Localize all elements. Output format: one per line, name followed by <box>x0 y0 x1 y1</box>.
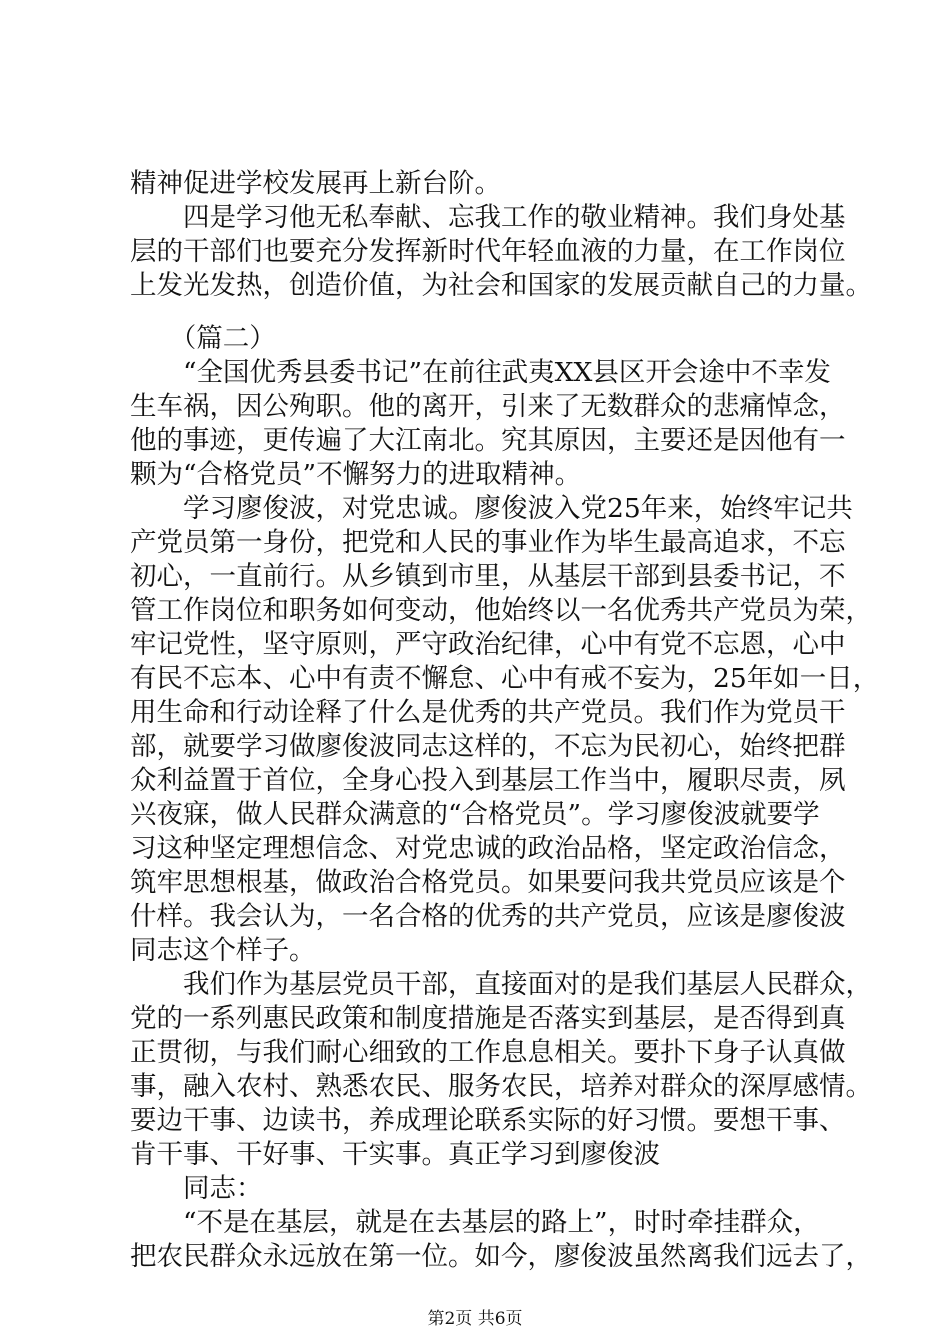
text-line: 颗为“合格党员”不懈努力的进取精神。 <box>130 459 582 490</box>
text-line: 我们作为基层党员干部，直接面对的是我们基层人民群众， <box>130 969 872 1000</box>
text-line: 产党员第一身份，把党和人民的事业作为毕生最高追求，不忘 <box>130 527 846 558</box>
text-line: 要边干事、边读书，养成理论联系实际的好习惯。要想干事、 <box>130 1105 846 1136</box>
text-line: 生车祸，因公殉职。他的离开，引来了无数群众的悲痛悼念， <box>130 391 846 422</box>
text-line: 部，就要学习做廖俊波同志这样的，不忘为民初心，始终把群 <box>130 731 846 762</box>
text-line: 四是学习他无私奉献、忘我工作的敬业精神。我们身处基 <box>130 202 846 233</box>
text-line: “全国优秀县委书记”在前往武夷XX县区开会途中不幸发 <box>130 357 831 388</box>
text-line: 初心，一直前行。从乡镇到市里，从基层干部到县委书记，不 <box>130 561 846 592</box>
text-line: 精神促进学校发展再上新台阶。 <box>130 168 501 199</box>
text-line: 肯干事、干好事、干实事。真正学习到廖俊波 <box>130 1139 660 1170</box>
text-line: 事，融入农村、熟悉农民、服务农民，培养对群众的深厚感情。 <box>130 1071 872 1102</box>
text-line: 兴夜寐，做人民群众满意的“合格党员”。学习廖俊波就要学 <box>130 799 820 830</box>
text-line: 党的一系列惠民政策和制度措施是否落实到基层，是否得到真 <box>130 1003 846 1034</box>
text-line: 用生命和行动诠释了什么是优秀的共产党员。我们作为党员干 <box>130 697 846 728</box>
text-line: 什样。我会认为，一名合格的优秀的共产党员，应该是廖俊波 <box>130 901 846 932</box>
text-line: 筑牢思想根基，做政治合格党员。如果要问我共党员应该是个 <box>130 867 846 898</box>
text-line: 同志这个样子。 <box>130 935 316 966</box>
text-line: 上发光发热，创造价值，为社会和国家的发展贡献自己的力量。 <box>130 270 872 301</box>
text-line: 层的干部们也要充分发挥新时代年轻血液的力量，在工作岗位 <box>130 236 846 267</box>
text-line: 管工作岗位和职务如何变动，他始终以一名优秀共产党员为荣， <box>130 595 872 626</box>
text-line: 他的事迹，更传遍了大江南北。究其原因，主要还是因他有一 <box>130 425 846 456</box>
text-line: 学习廖俊波，对党忠诚。廖俊波入党25年来，始终牢记共 <box>130 493 853 524</box>
text-line: 正贯彻，与我们耐心细致的工作息息相关。要扑下身子认真做 <box>130 1037 846 1068</box>
text-line: 众利益置于首位，全身心投入到基层工作当中，履职尽责，夙 <box>130 765 846 796</box>
text-line: 同志： <box>130 1173 263 1204</box>
text-line: “不是在基层，就是在去基层的路上”，时时牵挂群众， <box>130 1207 820 1238</box>
section-heading: （篇二） <box>130 323 276 354</box>
page-footer: 第2页 共6页 <box>427 1309 523 1329</box>
text-line: 牢记党性，坚守原则，严守政治纪律，心中有党不忘恩，心中 <box>130 629 846 660</box>
text-line: 有民不忘本、心中有责不懈怠、心中有戒不妄为，25年如一日， <box>130 663 880 694</box>
text-line: 把农民群众永远放在第一位。如今，廖俊波虽然离我们远去了， <box>130 1241 872 1272</box>
text-line: 习这种坚定理想信念、对党忠诚的政治品格，坚定政治信念， <box>130 833 846 864</box>
